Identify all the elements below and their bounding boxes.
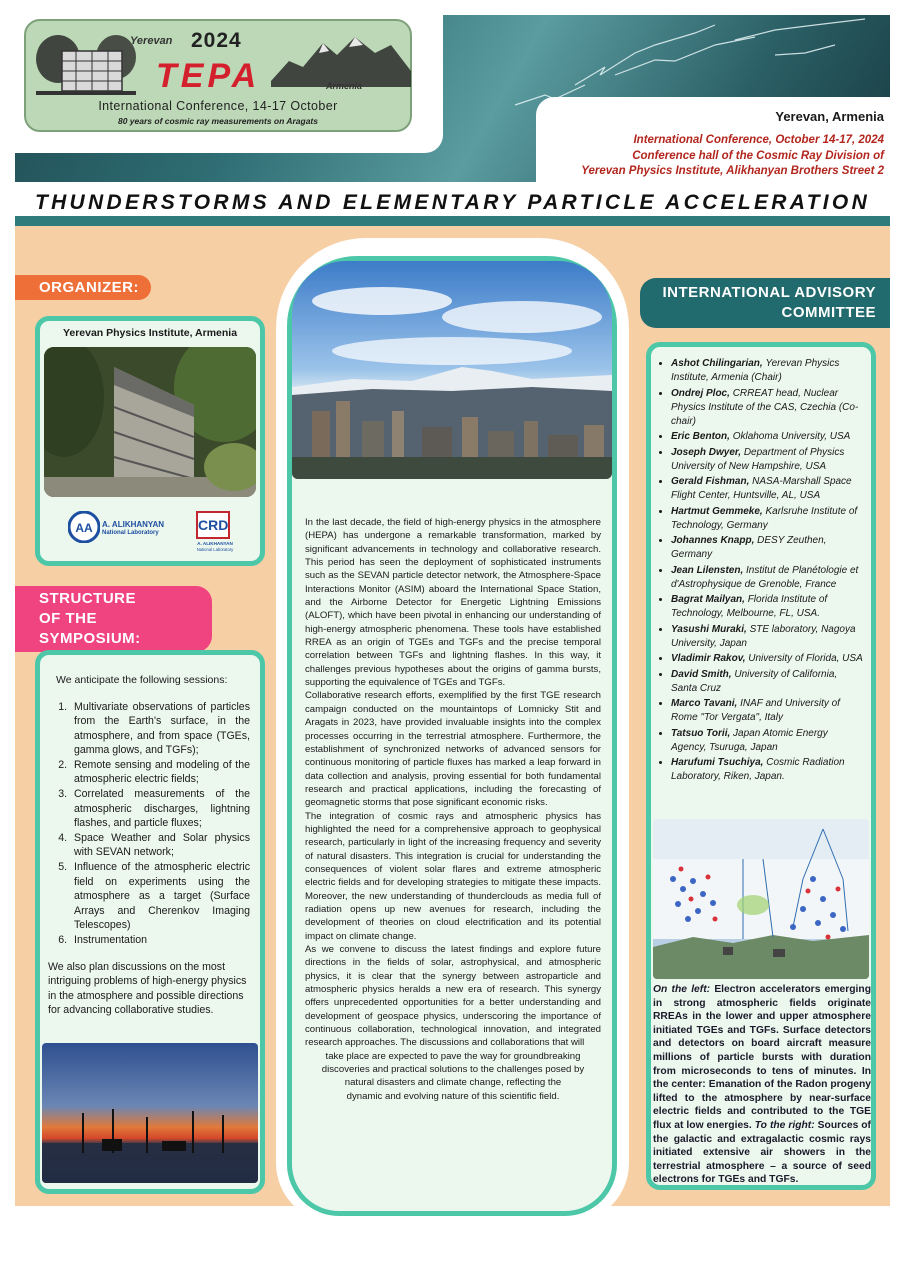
alikhanyan-lab-logo (68, 511, 178, 551)
committee-member (671, 756, 863, 784)
committee-member (671, 446, 863, 474)
article-paragraph: As we convene to discuss the latest findings and explore future directions in the fields of solar, astrophysical, and atmospheric physics, it is clear that the synergy between astroparticle and atmospheric physics heralds a new era of research. This synergy offers unprecedented opportunities for a better understanding and development of geospace physics, underscoring the importance of continuous collaboration, technological innovation, and integrated research approaches. The discussions and collaborations that will (305, 944, 601, 1049)
article-closing-line: discoveries and practical solutions to the challenges posed by (321, 1064, 585, 1076)
sunset-photo (42, 1043, 258, 1183)
committee-tab-line2: COMMITTEE (781, 304, 876, 321)
committee-member (671, 387, 863, 429)
structure-tab-line1: STRUCTURE (39, 590, 136, 607)
rrea-diagram-image (653, 819, 869, 979)
mountain-sketch-icon (271, 31, 411, 87)
committee-member (671, 668, 863, 696)
session-item: 1. Multivariate observations of particles from the Earth's surface, in the atmosphere, and from space (TGEs, gamma glows, and TGFs); (70, 700, 250, 758)
sessions-closing: We also plan discussions on the most intriguing problems of high-energy physics in the atmosphere and possible directions for advancing collaborative studies. (48, 960, 247, 1017)
article-closing-line: natural disasters and climate change, reflecting the (344, 1077, 562, 1089)
logo-year: 2024 (191, 29, 242, 52)
committee-member (671, 652, 863, 666)
yerevan-panorama-image (292, 261, 612, 479)
member-name: Yasushi Muraki, (671, 623, 747, 635)
logo-tagline: 80 years of cosmic ray measurements on Aragats (117, 116, 318, 126)
aanl-emblem-icon (68, 511, 100, 543)
committee-panel (646, 342, 876, 1190)
member-affiliation: Department of Physics University of New Hampshire, USA (671, 446, 845, 472)
page-title: THUNDERSTORMS AND ELEMENTARY PARTICLE ACCELERATION (34, 191, 871, 214)
physics-diagram (653, 819, 869, 979)
conference-info-line: International Conference, October 14-17, 2024 (633, 134, 884, 146)
header-divider (15, 182, 890, 190)
member-name: Bagrat Mailyan, (671, 594, 745, 605)
institute-sketch-icon (36, 29, 136, 97)
title-bar (15, 190, 890, 216)
member-affiliation: CRREAT head, Nuclear Physics Institute of the CAS, Czechia (Co-chair) (671, 387, 859, 427)
session-item: 3. Correlated measurements of the atmospheric discharges, lightning flashes, and particle fluxes; (70, 787, 250, 831)
committee-member (671, 564, 863, 592)
caption-left-text: Electron accelerators emerging in strong atmospheric fields originate RREAs in the lower and upper atmosphere initiated TGEs and TGFs. Surface detectors and detectors on board aircraft measure millions of particle bursts with duration from microseconds to tens of minutes. In the center: Emanation of the Radon progeny lifted to the atmosphere by near-surface electric fields and contributed to the TGE flux at low energies. (653, 984, 871, 1131)
member-name: Vladimir Rakov, (671, 653, 746, 664)
session-item: 5. Influence of the atmospheric electric field on experiments using the atmosphere as a target (Surface Arrays and Cherenkov Imaging Telescopes) (70, 860, 250, 933)
committee-tab-line1: INTERNATIONAL ADVISORY (662, 284, 876, 301)
session-item: 6. Instrumentation (70, 933, 250, 948)
committee-member (671, 505, 863, 533)
conference-info-line: Yerevan Physics Institute, Alikhanyan Brothers Street 2 (581, 165, 884, 177)
caption-right-text: Sources of the galactic and extragalactic cosmic rays initiated extensive air showers in the terrestrial atmosphere – a source of seed electrons for TGEs and TGFs. (653, 1119, 871, 1186)
sessions-intro: We anticipate the following sessions: (56, 674, 228, 686)
structure-tab (15, 586, 212, 652)
diagram-caption (653, 983, 871, 1187)
title-underline (15, 216, 890, 226)
yerevan-city-photo (292, 261, 612, 479)
member-affiliation: Oklahoma University, USA (732, 431, 851, 442)
crd-logo (190, 507, 240, 555)
committee-member (671, 475, 863, 503)
committee-member (671, 623, 863, 651)
member-name: Gerald Fishman, (671, 476, 750, 487)
member-affiliation: University of California, Santa Cruz (671, 668, 838, 694)
member-affiliation: University of Florida, USA (748, 653, 863, 664)
logo1-line1: A. ALIKHANYAN (102, 520, 165, 529)
member-name: David Smith, (671, 668, 732, 680)
member-name: Ondrej Ploc, (671, 387, 730, 399)
logo-acronym: TEPA (156, 57, 261, 95)
committee-member (671, 727, 863, 755)
organizer-institute: Yerevan Physics Institute, Armenia (62, 327, 238, 339)
article-paragraph: In the last decade, the field of high-energy physics in the atmosphere (HEPA) has undergone a remarkable transformation, marked by significant advancements in technology and collaborative research. This period has seen the deployment of sophisticated instruments such as the SEVAN particle detector network, the Atmosphere-Space Interactions Monitor (ASIM) aboard the International Space Station, and the Airborne Detector for Energetic Lightning Emissions (ALOFT), which have been pivotal in enhancing our understanding of high-energy atmospheric phenomena. These tools have established RREA as an origin of TGEs and TGFs and the precise temporal correlation between TGFs and lightning flashes. In this way, it challenges previous hypotheses about the origins of gamma bursts, supporting the equivalence of TGEs and TGFs. (305, 517, 601, 689)
svg-text:AA: AA (75, 521, 93, 535)
member-affiliation: Institut de Planétologie et d'Astrophysique de Grenoble, France (671, 564, 859, 590)
logo-conference-line: International Conference, 14-17 October (98, 99, 338, 113)
caption-left-lead: On the left: (653, 984, 711, 995)
member-name: Eric Benton, (671, 431, 730, 442)
location-text: Yerevan, Armenia (775, 109, 884, 124)
member-affiliation: DESY Zeuthen, Germany (671, 535, 827, 560)
logo1-line2: National Laboratory (102, 530, 159, 536)
organizer-panel (35, 316, 265, 566)
article-paragraph: Collaborative research efforts, exemplified by the first TGE research campaign conducted on the mountaintops of Lomnicky Stit and Aragats in 2023, have provided invaluable insights into the complex processes occurring in the terrestrial atmosphere. Furthermore, the establishment of synchronized networks of advanced sensors for continuous monitoring of particle fluxes has marked a leap forward in data collection and analysis, proving essential for both fundamental research and practical applications, including the forecasting of geomagnetic storms that pose significant economic risks. (305, 690, 601, 809)
committee-list (655, 357, 863, 784)
member-affiliation: STE laboratory, Nagoya University, Japan (671, 623, 856, 649)
committee-member (671, 593, 863, 621)
committee-member (671, 357, 863, 385)
committee-member (671, 697, 863, 725)
article-paragraph: The integration of cosmic rays and atmospheric physics has highlighted the need for a comprehensive approach to geophysical research, particularly in light of the increasing frequency and severity of natural disasters. This integration is crucial for understanding the consequences of violent solar flares and extreme atmospheric electric fields and for developing strategies to mitigate these impacts. Moreover, the new understanding of thunderclouds as media full of radiation opens up new avenues for research, including the development of theories on cloud electrification and its potential impact on climate change. (305, 810, 601, 942)
conference-info-line: Conference hall of the Cosmic Ray Division of (632, 149, 884, 162)
member-name: Harufumi Tsuchiya, (671, 757, 764, 768)
sessions-list (48, 700, 250, 948)
session-item: 4. Space Weather and Solar physics with SEVAN network; (70, 831, 250, 860)
session-item: 2. Remote sensing and modeling of the atmospheric electric fields; (70, 758, 250, 787)
logo-city: Yerevan (130, 35, 173, 47)
member-name: Tatsuo Torii, (671, 727, 731, 739)
member-affiliation: Japan Atomic Energy Agency, Tsuruga, Japan (671, 727, 828, 753)
committee-tab (640, 278, 890, 328)
logo2-line1: A. ALIKHANYAN (197, 541, 233, 546)
center-article (305, 516, 601, 1103)
member-name: Johannes Knapp, (671, 535, 755, 546)
member-affiliation: Karlsruhe Institute of Technology, Germany (671, 505, 858, 531)
article-closing-line: take place are expected to pave the way for groundbreaking (325, 1050, 581, 1062)
member-name: Hartmut Gemmeke, (671, 505, 763, 517)
structure-panel (35, 650, 265, 1194)
logo-country: Armenia (326, 81, 363, 91)
caption-right-lead: To the right: (754, 1119, 815, 1131)
member-affiliation: Florida Institute of Technology, Melbourne, FL, USA. (671, 594, 828, 619)
aragats-station-image (42, 1043, 258, 1183)
member-affiliation: Yerevan Physics Institute, Armenia (Chair) (671, 358, 840, 383)
member-name: Jean Lilensten, (671, 564, 744, 576)
member-name: Marco Tavani, (671, 698, 738, 709)
member-affiliation: INAF and University of Rome "Tor Vergata", Italy (671, 698, 840, 723)
member-affiliation: NASA-Marshall Space Flight Center, Huntsville, AL, USA (671, 476, 852, 501)
member-name: Joseph Dwyer, (671, 446, 742, 458)
article-closing-line: dynamic and evolving nature of this scientific field. (346, 1090, 560, 1102)
organizer-tab: ORGANIZER: (15, 275, 151, 300)
member-affiliation: Cosmic Radiation Laboratory, Riken, Japan. (671, 757, 845, 782)
member-name: Ashot Chilingarian, (671, 358, 763, 369)
conference-details (581, 133, 884, 180)
committee-member (671, 430, 863, 444)
structure-tab-line2: OF THE SYMPOSIUM: (39, 610, 141, 647)
crd-logo-letters: CRD (196, 511, 230, 539)
institute-photo (44, 347, 256, 497)
conference-logo (24, 19, 412, 132)
committee-member (671, 534, 863, 562)
logo2-line2: National Laboratory (196, 547, 234, 552)
conference-info-card (536, 97, 890, 182)
institute-building-image (44, 347, 256, 497)
